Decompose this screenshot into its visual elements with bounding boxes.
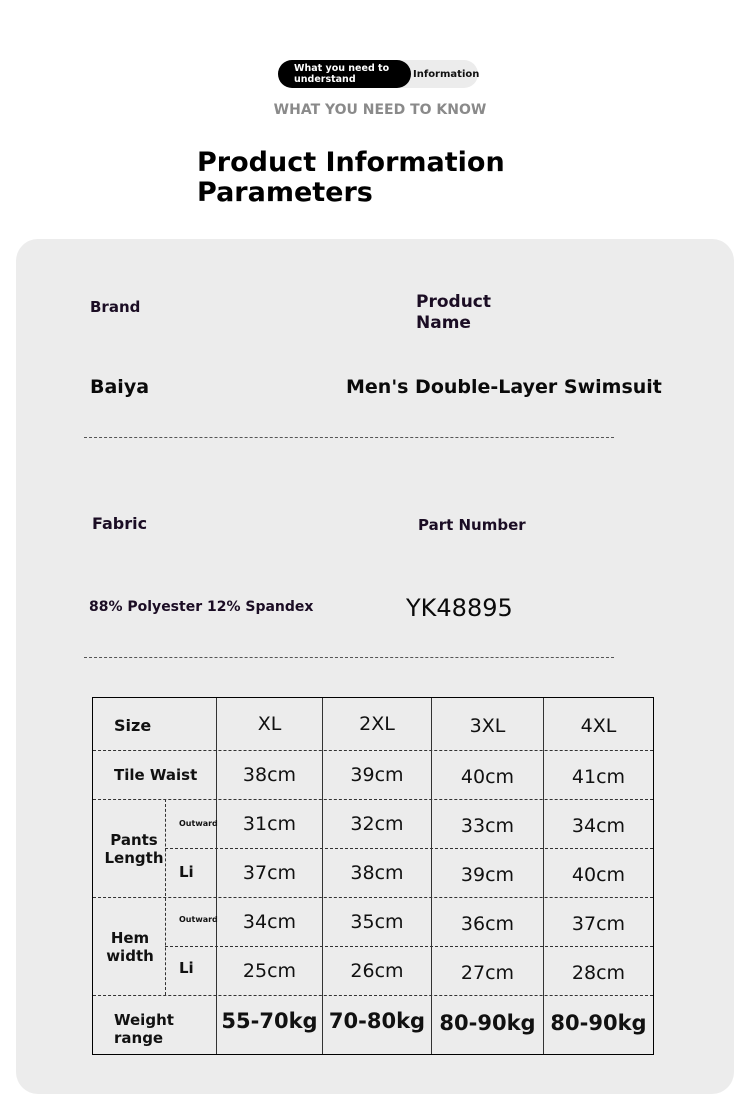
hem-li-value: 27cm	[460, 962, 515, 984]
hem-li-value: 25cm	[242, 960, 297, 982]
pants-li-value: 38cm	[350, 862, 404, 884]
pill-what-you-need: What you need to understand	[278, 60, 411, 88]
size-header: 2XL	[359, 713, 395, 735]
size-header: 3XL	[469, 715, 506, 737]
product-name-label: Product Name	[416, 292, 491, 333]
tile-waist-value: 39cm	[350, 764, 404, 786]
brand-value: Baiya	[90, 376, 150, 398]
section-subtitle: WHAT YOU NEED TO KNOW	[273, 102, 487, 118]
hem-outward-value: 37cm	[571, 913, 626, 935]
tile-waist-value: 38cm	[242, 764, 297, 786]
pants-outward-value: 33cm	[460, 815, 515, 837]
pants-outward-value: 34cm	[571, 815, 626, 837]
hem-outward-value: 35cm	[350, 911, 404, 933]
fabric-label: Fabric	[92, 514, 148, 533]
pill-information: Information	[413, 68, 480, 80]
tile-waist-value: 40cm	[460, 766, 515, 788]
weight-value: 80-90kg	[439, 1011, 536, 1035]
tile-waist-value: 41cm	[571, 766, 626, 788]
hem-width-label: Hem width	[106, 929, 154, 965]
size-label: Size	[114, 716, 152, 735]
pants-length-label: Pants Length	[104, 831, 164, 867]
size-header: 4XL	[580, 715, 617, 737]
size-table	[92, 697, 654, 1055]
pants-outward-value: 31cm	[242, 813, 297, 835]
divider	[84, 657, 614, 658]
hem-li-label: Li	[179, 959, 194, 977]
hem-outward-value: 34cm	[242, 911, 297, 933]
page-title: Product Information Parameters	[197, 147, 505, 208]
product-name-value: Men's Double-Layer Swimsuit	[346, 376, 662, 398]
section-toggle	[278, 60, 478, 88]
pants-li-value: 37cm	[242, 862, 297, 884]
hem-outward-value: 36cm	[460, 913, 515, 935]
pants-li-label: Li	[179, 863, 194, 881]
pants-outward-label: Outward	[179, 819, 218, 828]
weight-value: 55-70kg	[221, 1009, 318, 1033]
pants-li-value: 39cm	[460, 864, 515, 886]
hem-outward-label: Outward	[179, 915, 218, 924]
divider	[84, 437, 614, 438]
part-number-label: Part Number	[418, 516, 526, 534]
pants-li-value: 40cm	[571, 864, 626, 886]
weight-range-label: Weight range	[114, 1011, 174, 1047]
part-number-value: YK48895	[406, 594, 513, 622]
brand-label: Brand	[90, 298, 141, 316]
hem-li-value: 26cm	[350, 960, 404, 982]
fabric-value: 88% Polyester 12% Spandex	[89, 599, 314, 615]
hem-li-value: 28cm	[571, 962, 626, 984]
pants-outward-value: 32cm	[350, 813, 404, 835]
weight-value: 80-90kg	[550, 1011, 647, 1035]
tile-waist-label: Tile Waist	[114, 766, 198, 784]
size-header: XL	[257, 713, 282, 735]
weight-value: 70-80kg	[328, 1009, 426, 1033]
